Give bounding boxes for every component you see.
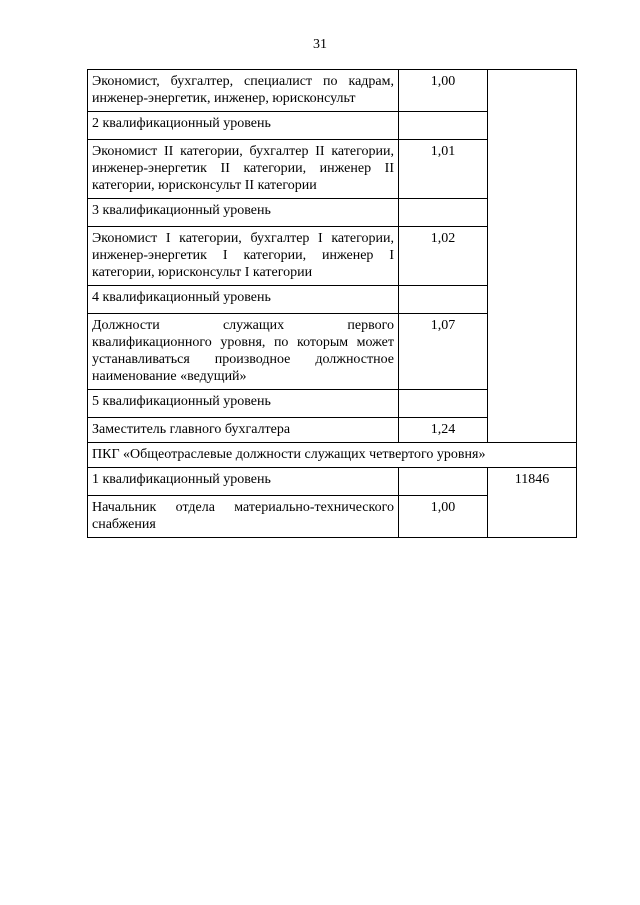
position-cell: Экономист II категории, бухгалтер II категории, инженер-энергетик II категории, инженер II категории, юрисконсульт II категории	[88, 140, 399, 199]
page-number: 31	[313, 37, 327, 52]
qualification-level-cell: 5 квалификационный уровень	[88, 390, 399, 418]
table-row	[88, 70, 577, 112]
position-cell: Начальник отдела материально-технического снабжения	[88, 496, 399, 538]
base-salary-cell: 11846	[488, 468, 577, 538]
coefficient-cell: 1,00	[399, 70, 488, 112]
position-cell: Заместитель главного бухгалтера	[88, 418, 399, 443]
salary-coefficient-table	[87, 69, 577, 538]
table-row	[88, 468, 577, 496]
position-cell: Экономист I категории, бухгалтер I категории, инженер-энергетик I категории, инженер I категории, юрисконсульт I категории	[88, 227, 399, 286]
position-cell: Экономист, бухгалтер, специалист по кадрам, инженер-энергетик, инженер, юрисконсульт	[88, 70, 399, 112]
position-cell: Должности служащих первого квалификационного уровня, по которым может устанавливаться производное должностное наименование «ведущий»	[88, 314, 399, 390]
coefficient-cell: 1,00	[399, 496, 488, 538]
coefficient-cell: 1,01	[399, 140, 488, 199]
coefficient-cell: 1,07	[399, 314, 488, 390]
coefficient-cell	[399, 468, 488, 496]
coefficient-cell: 1,02	[399, 227, 488, 286]
qualification-level-cell: 3 квалификационный уровень	[88, 199, 399, 227]
qualification-level-cell: 2 квалификационный уровень	[88, 112, 399, 140]
coefficient-cell	[399, 199, 488, 227]
base-salary-cell	[488, 70, 577, 443]
qualification-level-cell: 4 квалификационный уровень	[88, 286, 399, 314]
coefficient-cell: 1,24	[399, 418, 488, 443]
coefficient-cell	[399, 286, 488, 314]
table-row	[88, 443, 577, 468]
qualification-level-cell: 1 квалификационный уровень	[88, 468, 399, 496]
professional-group-header: ПКГ «Общеотраслевые должности служащих четвертого уровня»	[88, 443, 577, 468]
coefficient-cell	[399, 390, 488, 418]
coefficient-cell	[399, 112, 488, 140]
